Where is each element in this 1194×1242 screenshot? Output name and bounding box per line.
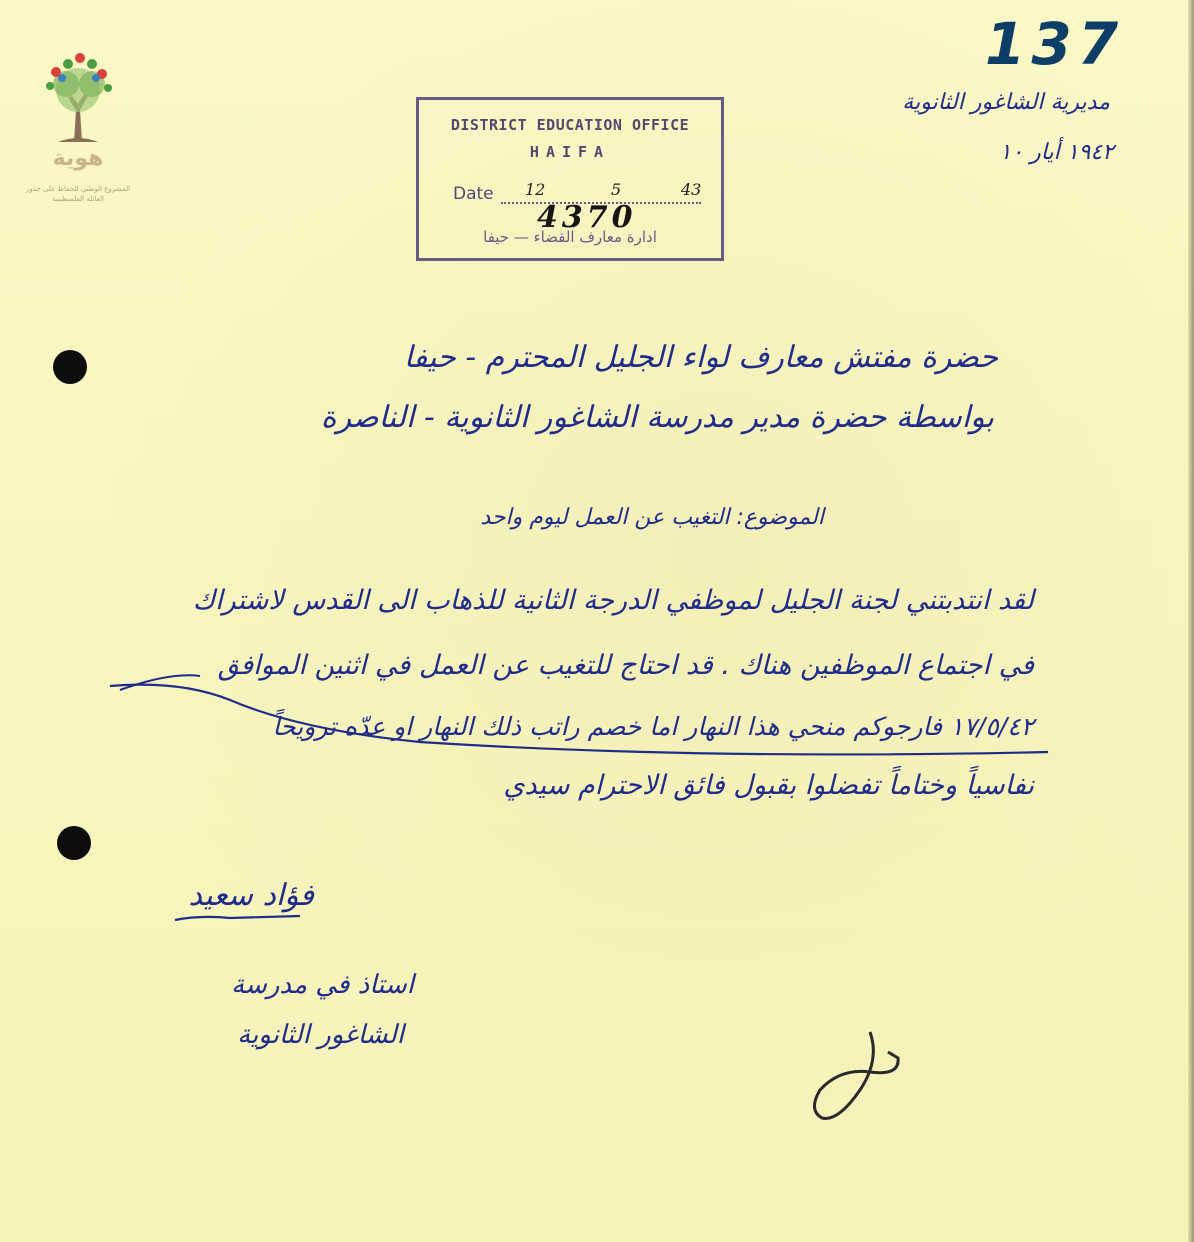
body-line: لقد انتدبتني لجنة الجليل لموظفي الدرجة الثانية للذهاب الى القدس لاشتراك: [192, 585, 1034, 616]
stamp-office: DISTRICT EDUCATION OFFICE: [450, 116, 690, 134]
via-line: بواسطة حضرة مدير مدرسة الشاغور الثانوية - الناصرة: [320, 400, 994, 435]
signature-name: فؤاد سعيد: [188, 878, 314, 913]
page-edge-shadow: [1188, 0, 1194, 1242]
stamp-date-day: 12: [525, 180, 546, 199]
body-line: نفاسياً وختاماً تفضلوا بقبول فائق الاحترام سيدي: [503, 770, 1034, 801]
family-tree-icon: [38, 50, 118, 146]
folio-number: 137: [985, 10, 1125, 78]
logo-tagline: المشروع الوطني للحفاظ على جذور العائلة الفلسطينية: [25, 185, 131, 203]
logo-name: هوية: [52, 146, 104, 171]
body-line: ١٧/٥/٤٢ فارجوكم منحي هذا النهار اما خصم راتب ذلك النهار او عدّه ترويحاً: [272, 712, 1034, 741]
signature-title: الشاغور الثانوية: [237, 1020, 404, 1050]
recipient-line: حضرة مفتش معارف لواء الجليل المحترم - حيفا: [403, 340, 998, 375]
stamp-date-label: Date: [453, 184, 494, 204]
stamp-date-year: 43: [681, 180, 702, 199]
underline-mark: [120, 675, 200, 690]
body-line: في اجتماع الموظفين هناك . قد احتاج للتغيب عن العمل في اثنين الموافق: [217, 650, 1034, 681]
letter-date: ١٩٤٢ أيار ١٠: [999, 140, 1114, 165]
stamp-city: HAIFA: [529, 143, 611, 161]
signature-title: استاذ في مدرسة: [231, 970, 414, 1000]
initials-mark: [814, 1032, 898, 1118]
stamp-registry-number: 4370: [537, 200, 637, 235]
sender-school: مديرية الشاغور الثانوية: [902, 90, 1110, 115]
office-stamp: [416, 97, 724, 261]
signature-flourish: [175, 916, 300, 920]
heritage-logo: [25, 50, 131, 203]
punch-hole: [57, 826, 91, 860]
stamp-arabic-office: ادارة معارف القضاء — حيفا: [483, 228, 657, 246]
stamp-date-month: 5: [611, 180, 622, 199]
subject-line: الموضوع: التغيب عن العمل ليوم واحد: [480, 505, 824, 530]
punch-hole: [53, 350, 87, 384]
